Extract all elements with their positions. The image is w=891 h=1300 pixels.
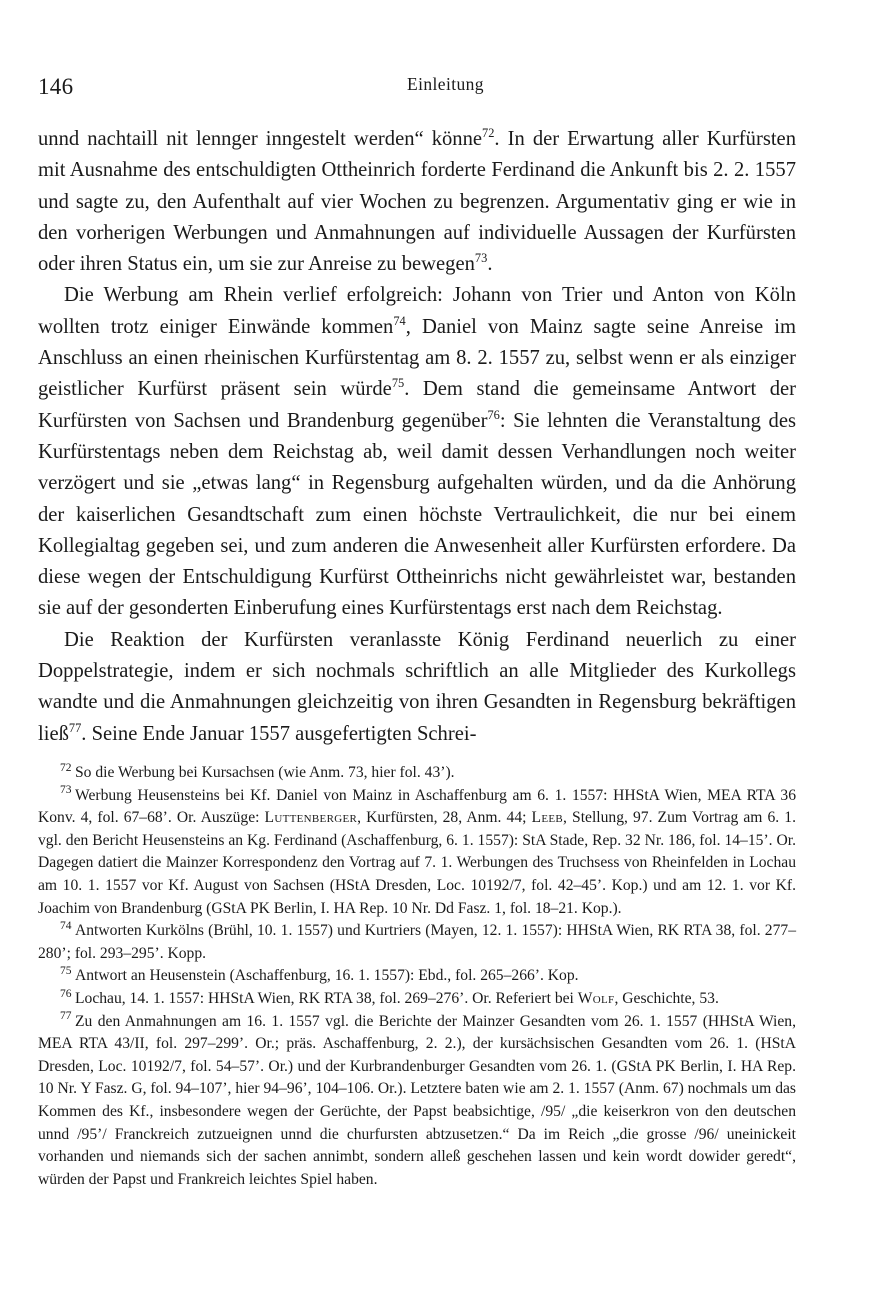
paragraph-2: Die Werbung am Rhein verlief erfolgreich: Johann von Trier und Anton von Köln wollten trotz einiger Einwände kommen$^{74}$, Daniel von Mainz sagte seine Anreise im Anschluss an einen rheinischen Kurfürstentag am 8. 2. 1557 zu, selbst wenn er als einziger geistlicher Kurfürst präsent sein würde$^{75}$. Dem stand die gemeinsame Antwort der Kurfürsten von Sachsen und Brandenburg gegenüber$^{76}$: Sie lehnten die Veranstaltung des Kurfürstentags neben dem Reichstag ab, weil damit dessen Verhandlungen noch weiter verzögert und sie „etwas lang“ in Regensburg aufgehalten würden, und da die Anhörung der kaiserlichen Gesandtschaft zum einen höchste Vertraulichkeit, die nur bei einem Kollegialtag gegeben sei, und zum anderen die Anwesenheit aller Kurfürsten erfordere. Da diese wegen der Entschuldigung Kurfürst Ottheinrichs nicht gewährleistet war, bestanden sie auf der gesonderten Einberufung eines Kurfürstentags erst nach dem Reichstag. xyxy=(38,284,797,620)
folio-number: 146 xyxy=(38,74,74,99)
footnote-number: 72 xyxy=(60,761,72,774)
footnote-number: 75 xyxy=(60,965,72,978)
page-header xyxy=(38,74,853,100)
footnote-number: 74 xyxy=(60,919,72,932)
footnote-text: So die Werbung bei Kursachsen (wie Anm. 73, hier fol. 43’). xyxy=(75,764,455,781)
footnote-text: Antwort an Heusenstein (Aschaffenburg, 16. 1. 1557): Ebd., fol. 265–266’. Kop. xyxy=(75,967,579,985)
paragraph-3: Die Reaktion der Kurfürsten veranlasste König Ferdinand neuerlich zu einer Doppelstrategie, indem er sich nochmals schriftlich an alle Mitglieder des Kurkollegs wandte und die Anmahnungen gleichzeitig von ihren Gesandten in Regensburg bekräftigen ließ$^{77}$. Seine Ende Januar 1557 ausgefertigten Schrei- xyxy=(38,628,796,745)
main-text-column xyxy=(38,124,796,750)
paragraph-1: unnd nachtaill nit lennger inngestelt werden“ könne$^{72}$. In der Erwartung aller Kurfürsten mit Ausnahme des entschuldigten Ottheinrich forderte Ferdinand die Ankunft bis 2. 2. 1557 und sagte zu, den Aufenthalt auf vier Wochen zu begrenzen. Argumentativ ging er wie in den vorherigen Werbungen und Anmahnungen auf individuelle Aussagen der Kurfürsten oder ihren Status ein, um sie zur Anreise zu bewegen$^{73}$. xyxy=(38,126,796,276)
footnote-text: Zu den Anmahnungen am 16. 1. 1557 vgl. die Berichte der Mainzer Gesandten vom 26. 1. 1557 (HHStA Wien, MEA RTA 43/II, fol. 297–299’. Or.; präs. Aschaffenburg, 2. 2.), der kursächsischen Gesandten vom 26. 1. (HStA Dresden, Loc. 10192/7, fol. 54–57’. Or.) und der Kurbrandenburger Gesandten vom 26. 1. (GStA PK Berlin, I. HA Rep. 10 Nr. Y Fasz. G, fol. 94–107’, hier 94–96’, 104–106. Or.). Letztere baten wie am 2. 1. 1557 (Anm. 67) nochmals um das Kommen des Kf., insbesondere wegen der Gerüchte, der Papst beabsichtige, /95/ „die keiserkron von den deutschen unnd /95’/ Franckreich zutzueignen unnd die churfursten abtzusetzen.“ Da im Reich „die grosse /96/ uneinickeit vorhanden und niemands sich der sachen annimbt, sondern alleß geschehen lassen und kein wordt dowider geredt“, würden der Papst und Frankreich leichtes Spiel haben. xyxy=(38,1012,796,1188)
footnote xyxy=(38,920,796,965)
running-head: Einleitung xyxy=(407,74,484,94)
footnote-text: Antworten Kurkölns (Brühl, 10. 1. 1557) und Kurtriers (Mayen, 12. 1. 1557): HHStA Wien, RK RTA 38, fol. 277–280’; fol. 293–295’. Kopp. xyxy=(38,922,796,962)
footnote-number: 73 xyxy=(60,784,72,797)
footnote xyxy=(38,785,796,921)
footnote-text: Lochau, 14. 1. 1557: HHStA Wien, RK RTA 38, fol. 269–276’. Or. Referiert bei Wolf, Geschichte, 53. xyxy=(75,989,719,1007)
footnote-number: 77 xyxy=(60,1010,72,1023)
footnote xyxy=(38,762,796,785)
footnote-text: Werbung Heusensteins bei Kf. Daniel von Mainz in Aschaffenburg am 6. 1. 1557: HHStA Wien, MEA RTA 36 Konv. 4, fol. 67–68’. Or. Auszüge: Luttenberger, Kurfürsten, 28, Anm. 44; Leeb, Stellung, 97. Zum Vortrag am 6. 1. vgl. den Bericht Heusensteins an Kg. Ferdinand (Aschaffenburg, 6. 1. 1557): StA Stade, Rep. 32 Nr. 186, fol. 14–15’. Or. Dagegen datiert die Mainzer Korrespondenz den Vortrag auf 7. 1. Werbungen des Truchsess von Rheinfelden in Lochau am 10. 1. 1557 vor Kf. August von Sachsen (HStA Dresden, Loc. 10192/7, fol. 42–45’. Kop.) und am 12. 1. vor Kf. Joachim von Brandenburg (GStA PK Berlin, I. HA Rep. 10 Nr. Dd Fasz. 1, fol. 18–21. Kop.). xyxy=(38,786,796,917)
footnote xyxy=(38,988,796,1011)
footnotes-block xyxy=(38,762,796,1191)
footnote-number: 76 xyxy=(60,987,72,1000)
footnote xyxy=(38,965,796,988)
footnote xyxy=(38,1011,796,1192)
